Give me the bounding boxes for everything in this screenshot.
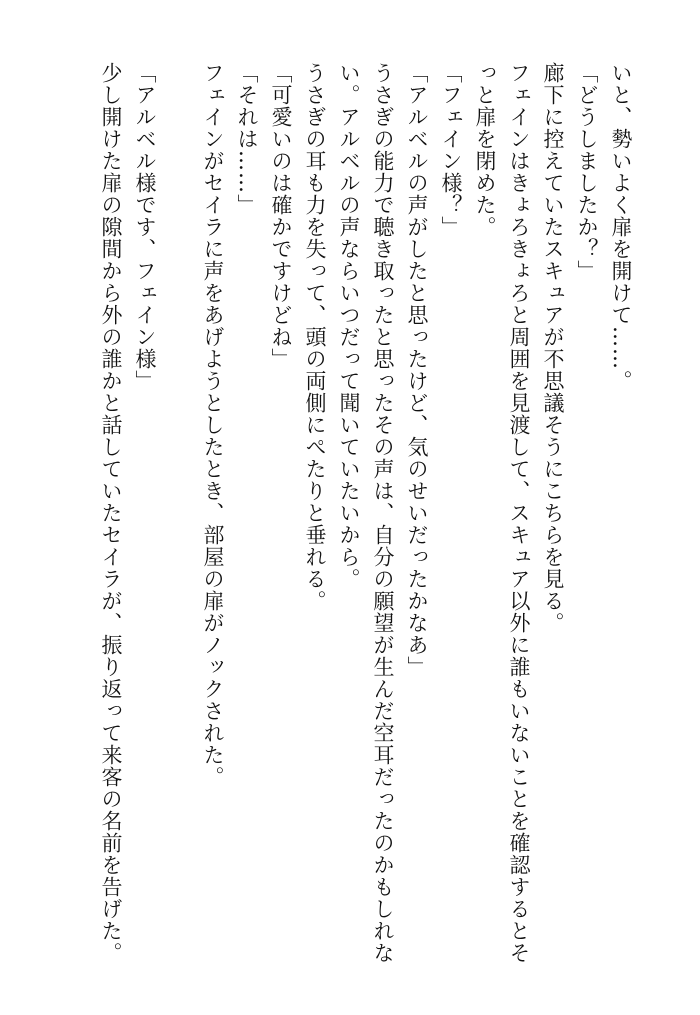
text-line: 「どうしましたか？」 [575, 62, 599, 282]
text-line: 少し開けた扉の隙間から外の誰かと話していたセイラが、振り返って来客の名前を告げた。 [99, 62, 123, 964]
text-line: うさぎの能力で聴き取ったと思ったその声は、自分の願望が生んだ空耳だったのかもしれな [371, 62, 395, 964]
text-line: 「アルベル様です、フェイン様」 [133, 62, 157, 392]
text-line: 廊下に控えていたスキュアが不思議そうにこちらを見る。 [541, 62, 565, 634]
text-line: うさぎの耳も力を失って、頭の両側にぺたりと垂れる。 [303, 62, 327, 612]
text-line: フェインがセイラに声をあげようとしたとき、部屋の扉がノックされた。 [201, 62, 225, 788]
text-line: いと、勢いよく扉を開けて……。 [609, 62, 633, 392]
text-line: 「それは……」 [235, 62, 259, 216]
blank-line [162, 62, 196, 962]
text-line: っと扉を閉めた。 [473, 62, 497, 238]
text-line: い。アルベルの声ならいつだって聞いていたいから。 [337, 62, 361, 590]
text-line: 「可愛いのは確かですけどね」 [269, 62, 293, 370]
vertical-text-body [94, 62, 638, 962]
text-line: フェインはきょろきょろと周囲を見渡して、スキュア以外に誰もいないことを確認するとそ [507, 62, 531, 964]
text-line: 「フェイン様？」 [439, 62, 463, 238]
text-line: 「アルベルの声がしたと思ったけど、気のせいだったかなあ」 [405, 62, 429, 678]
